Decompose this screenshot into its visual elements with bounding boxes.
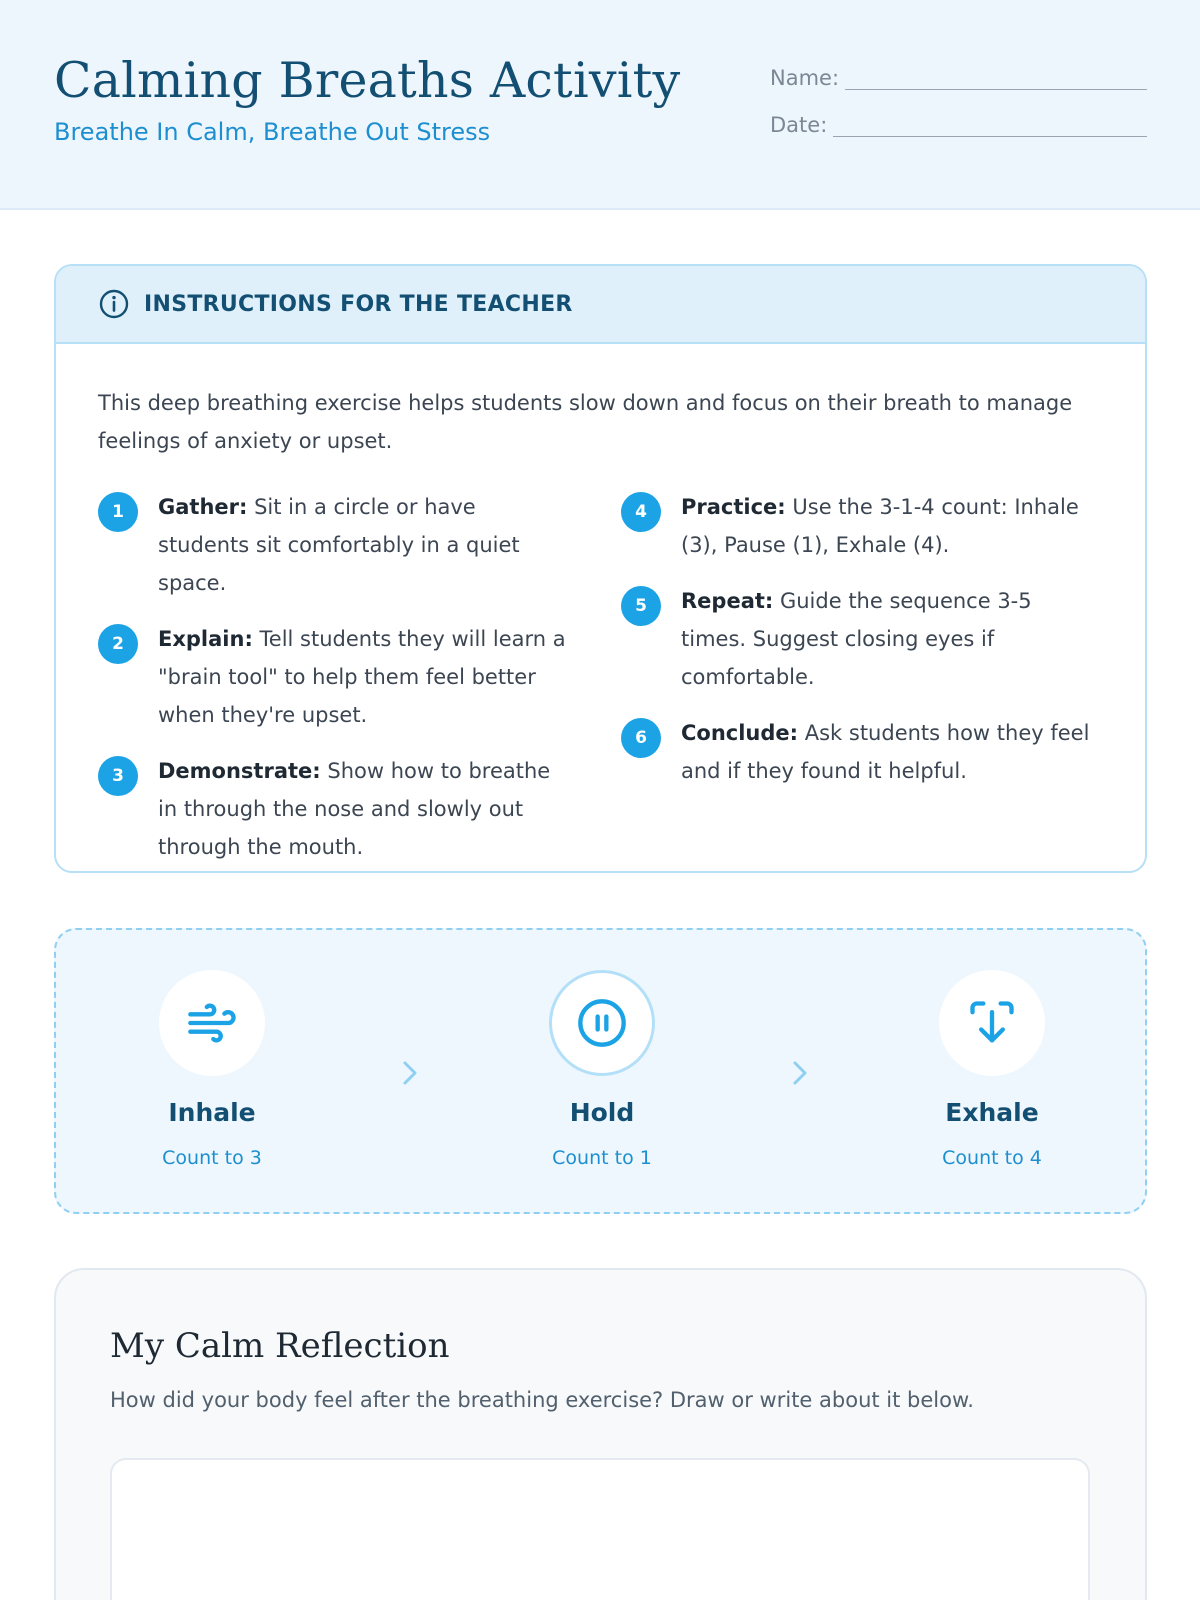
instruction-step-1	[98, 488, 568, 602]
step-text: Use the 3-1-4 count: Inhale (3), Pause (1), Exhale (4).	[681, 495, 1079, 557]
worksheet-header	[0, 0, 1200, 210]
reflection-drawing-area[interactable]	[110, 1458, 1090, 1600]
chevron-right-icon	[398, 1058, 422, 1088]
teacher-instructions-heading: INSTRUCTIONS FOR THE TEACHER	[144, 291, 573, 317]
breathing-sequence-panel	[54, 928, 1147, 1214]
step-number-badge: 3	[98, 756, 138, 796]
download-arrow-icon	[966, 997, 1018, 1049]
reflection-section	[54, 1268, 1147, 1600]
phase-hold	[502, 970, 702, 1169]
exhale-icon-circle	[939, 970, 1045, 1076]
step-keyword: Explain:	[158, 627, 253, 651]
phase-exhale	[892, 970, 1092, 1169]
inhale-icon-circle	[159, 970, 265, 1076]
hold-icon-circle	[549, 970, 655, 1076]
phase-count: Count to 3	[162, 1147, 262, 1169]
instructions-intro: This deep breathing exercise helps students slow down and focus on their breath to manage feelings of anxiety or upset.	[98, 391, 1073, 453]
page-subtitle: Breathe In Calm, Breathe Out Stress	[54, 118, 491, 146]
step-keyword: Repeat:	[681, 589, 774, 613]
steps-column-left	[98, 488, 568, 873]
name-label: Name:	[770, 66, 840, 90]
step-number-badge: 6	[621, 718, 661, 758]
name-line[interactable]	[845, 70, 1147, 90]
step-text: Tell students they will learn a "brain tool" to help them feel better when they're upset.	[158, 627, 566, 727]
page-title: Calming Breaths Activity	[54, 52, 681, 109]
step-text: Guide the sequence 3-5 times. Suggest closing eyes if comfortable.	[681, 589, 1032, 689]
step-number-badge: 4	[621, 492, 661, 532]
teacher-instructions-card	[54, 264, 1147, 873]
reflection-title: My Calm Reflection	[110, 1326, 450, 1366]
date-field[interactable]	[770, 113, 1147, 137]
reflection-prompt: How did your body feel after the breathing exercise? Draw or write about it below.	[110, 1388, 974, 1412]
chevron-right-icon	[788, 1058, 812, 1088]
name-field[interactable]	[770, 66, 1147, 90]
step-text: Sit in a circle or have students sit comfortably in a quiet space.	[158, 495, 520, 595]
instruction-step-2	[98, 620, 568, 734]
phase-name: Inhale	[168, 1098, 256, 1127]
step-text: Show how to breathe in through the nose and slowly out through the mouth.	[158, 759, 551, 859]
phase-inhale	[112, 970, 312, 1169]
teacher-instructions-header	[56, 266, 1145, 344]
phase-name: Hold	[569, 1098, 635, 1127]
instruction-step-3	[98, 752, 568, 866]
step-keyword: Demonstrate:	[158, 759, 321, 783]
instruction-step-5	[621, 582, 1091, 696]
date-label: Date:	[770, 113, 828, 137]
step-number-badge: 2	[98, 624, 138, 664]
step-number-badge: 1	[98, 492, 138, 532]
wind-icon	[186, 997, 238, 1049]
date-line[interactable]	[833, 117, 1147, 137]
phase-name: Exhale	[945, 1098, 1039, 1127]
step-number-badge: 5	[621, 586, 661, 626]
instruction-step-4	[621, 488, 1091, 564]
phase-count: Count to 1	[552, 1147, 652, 1169]
info-icon	[98, 288, 130, 320]
step-text: Ask students how they feel and if they found it helpful.	[681, 721, 1090, 783]
steps-column-right	[621, 488, 1091, 808]
step-keyword: Practice:	[681, 495, 786, 519]
step-keyword: Gather:	[158, 495, 248, 519]
pause-icon	[576, 997, 628, 1049]
instruction-step-6	[621, 714, 1091, 790]
phase-count: Count to 4	[942, 1147, 1042, 1169]
step-keyword: Conclude:	[681, 721, 799, 745]
